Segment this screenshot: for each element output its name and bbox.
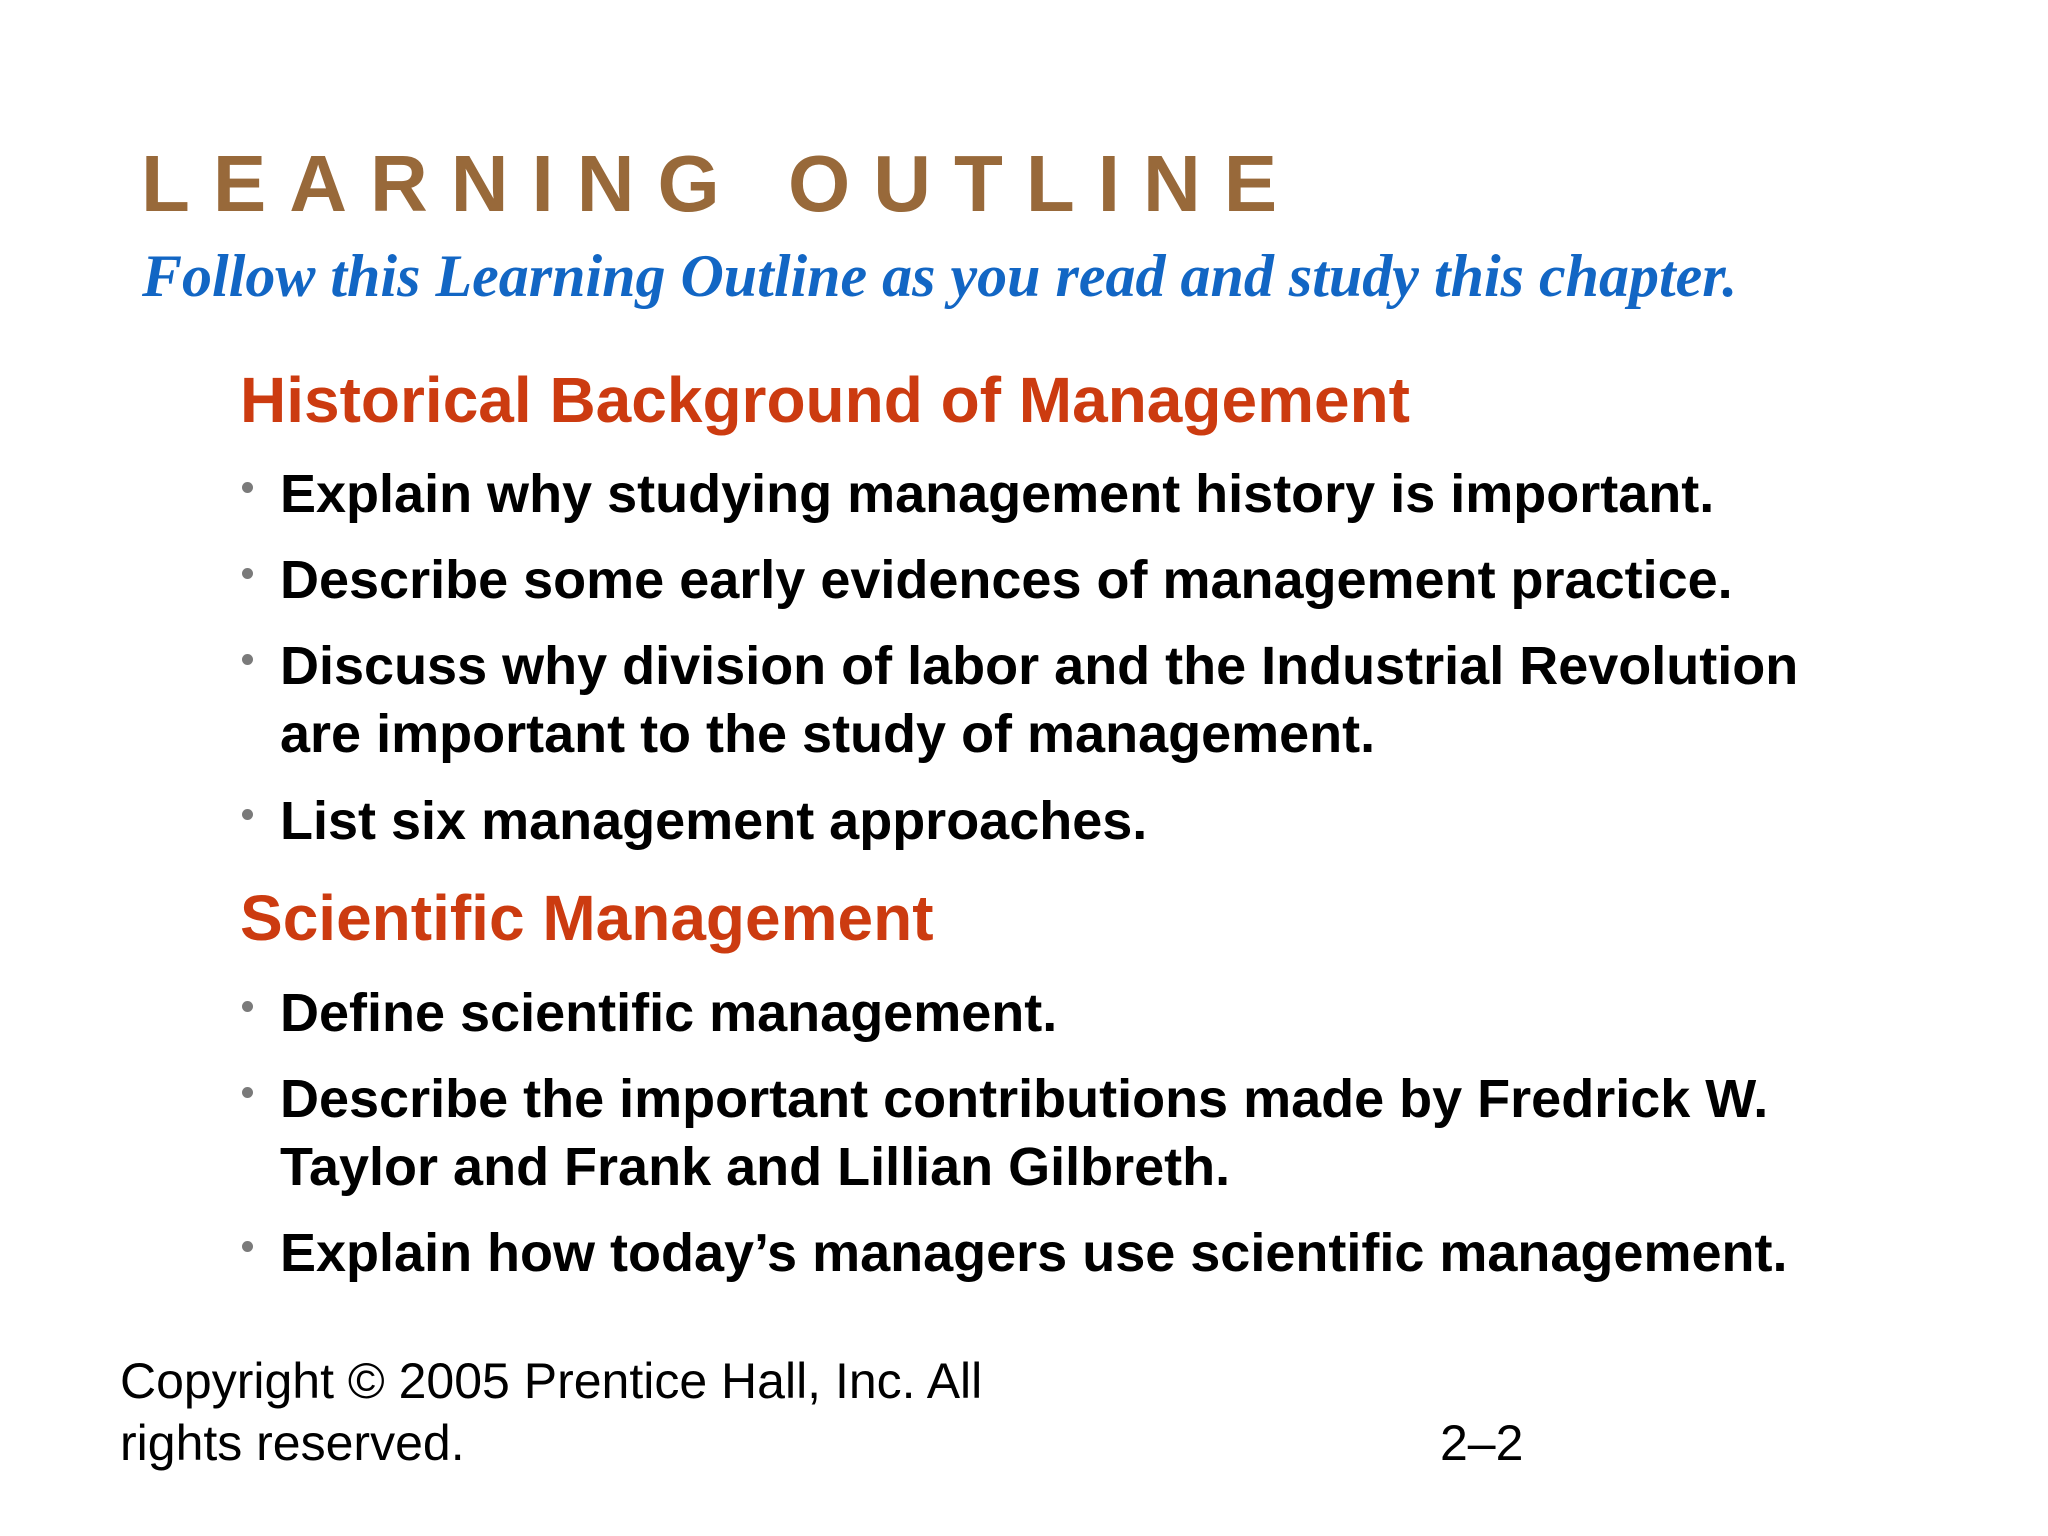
slide-subtitle: Follow this Learning Outline as you read and study this chapter. [142,243,1738,309]
bullet-text: Describe the important contributions made by Fredrick W. Taylor and Frank and Lillian Gilbreth. [280,1069,1769,1197]
bullet-item [240,546,1880,614]
section-heading-scientific-management: Scientific Management [240,882,934,954]
bullet-item [240,460,1880,528]
bullet-item [240,979,1880,1047]
bullet-text: Define scientific management. [280,983,1058,1043]
bullet-icon [242,1241,253,1252]
bullet-item [240,1065,1880,1201]
bullet-item [240,1219,1880,1287]
bullet-icon [242,654,253,665]
bullet-icon [242,482,253,493]
bullet-icon [242,1087,253,1098]
page-number: 2–2 [1440,1415,1524,1471]
bullet-icon [242,1001,253,1012]
bullet-text: Explain how today’s managers use scientific management. [280,1223,1788,1283]
bullet-text: Explain why studying management history is important. [280,464,1715,524]
footer-copyright: Copyright © 2005 Prentice Hall, Inc. All rights reserved. [120,1353,983,1471]
bullet-item [240,787,1880,855]
section-heading-historical-background: Historical Background of Management [240,364,1410,436]
bullet-icon [242,568,253,579]
bullet-text: Describe some early evidences of management practice. [280,550,1733,610]
bullet-text: Discuss why division of labor and the Industrial Revolution are important to the study of management. [280,636,1799,764]
bullet-item [240,632,1880,768]
bullet-icon [242,809,253,820]
slide-title: LEARNING OUTLINE [141,139,1301,228]
bullet-text: List six management approaches. [280,791,1148,851]
